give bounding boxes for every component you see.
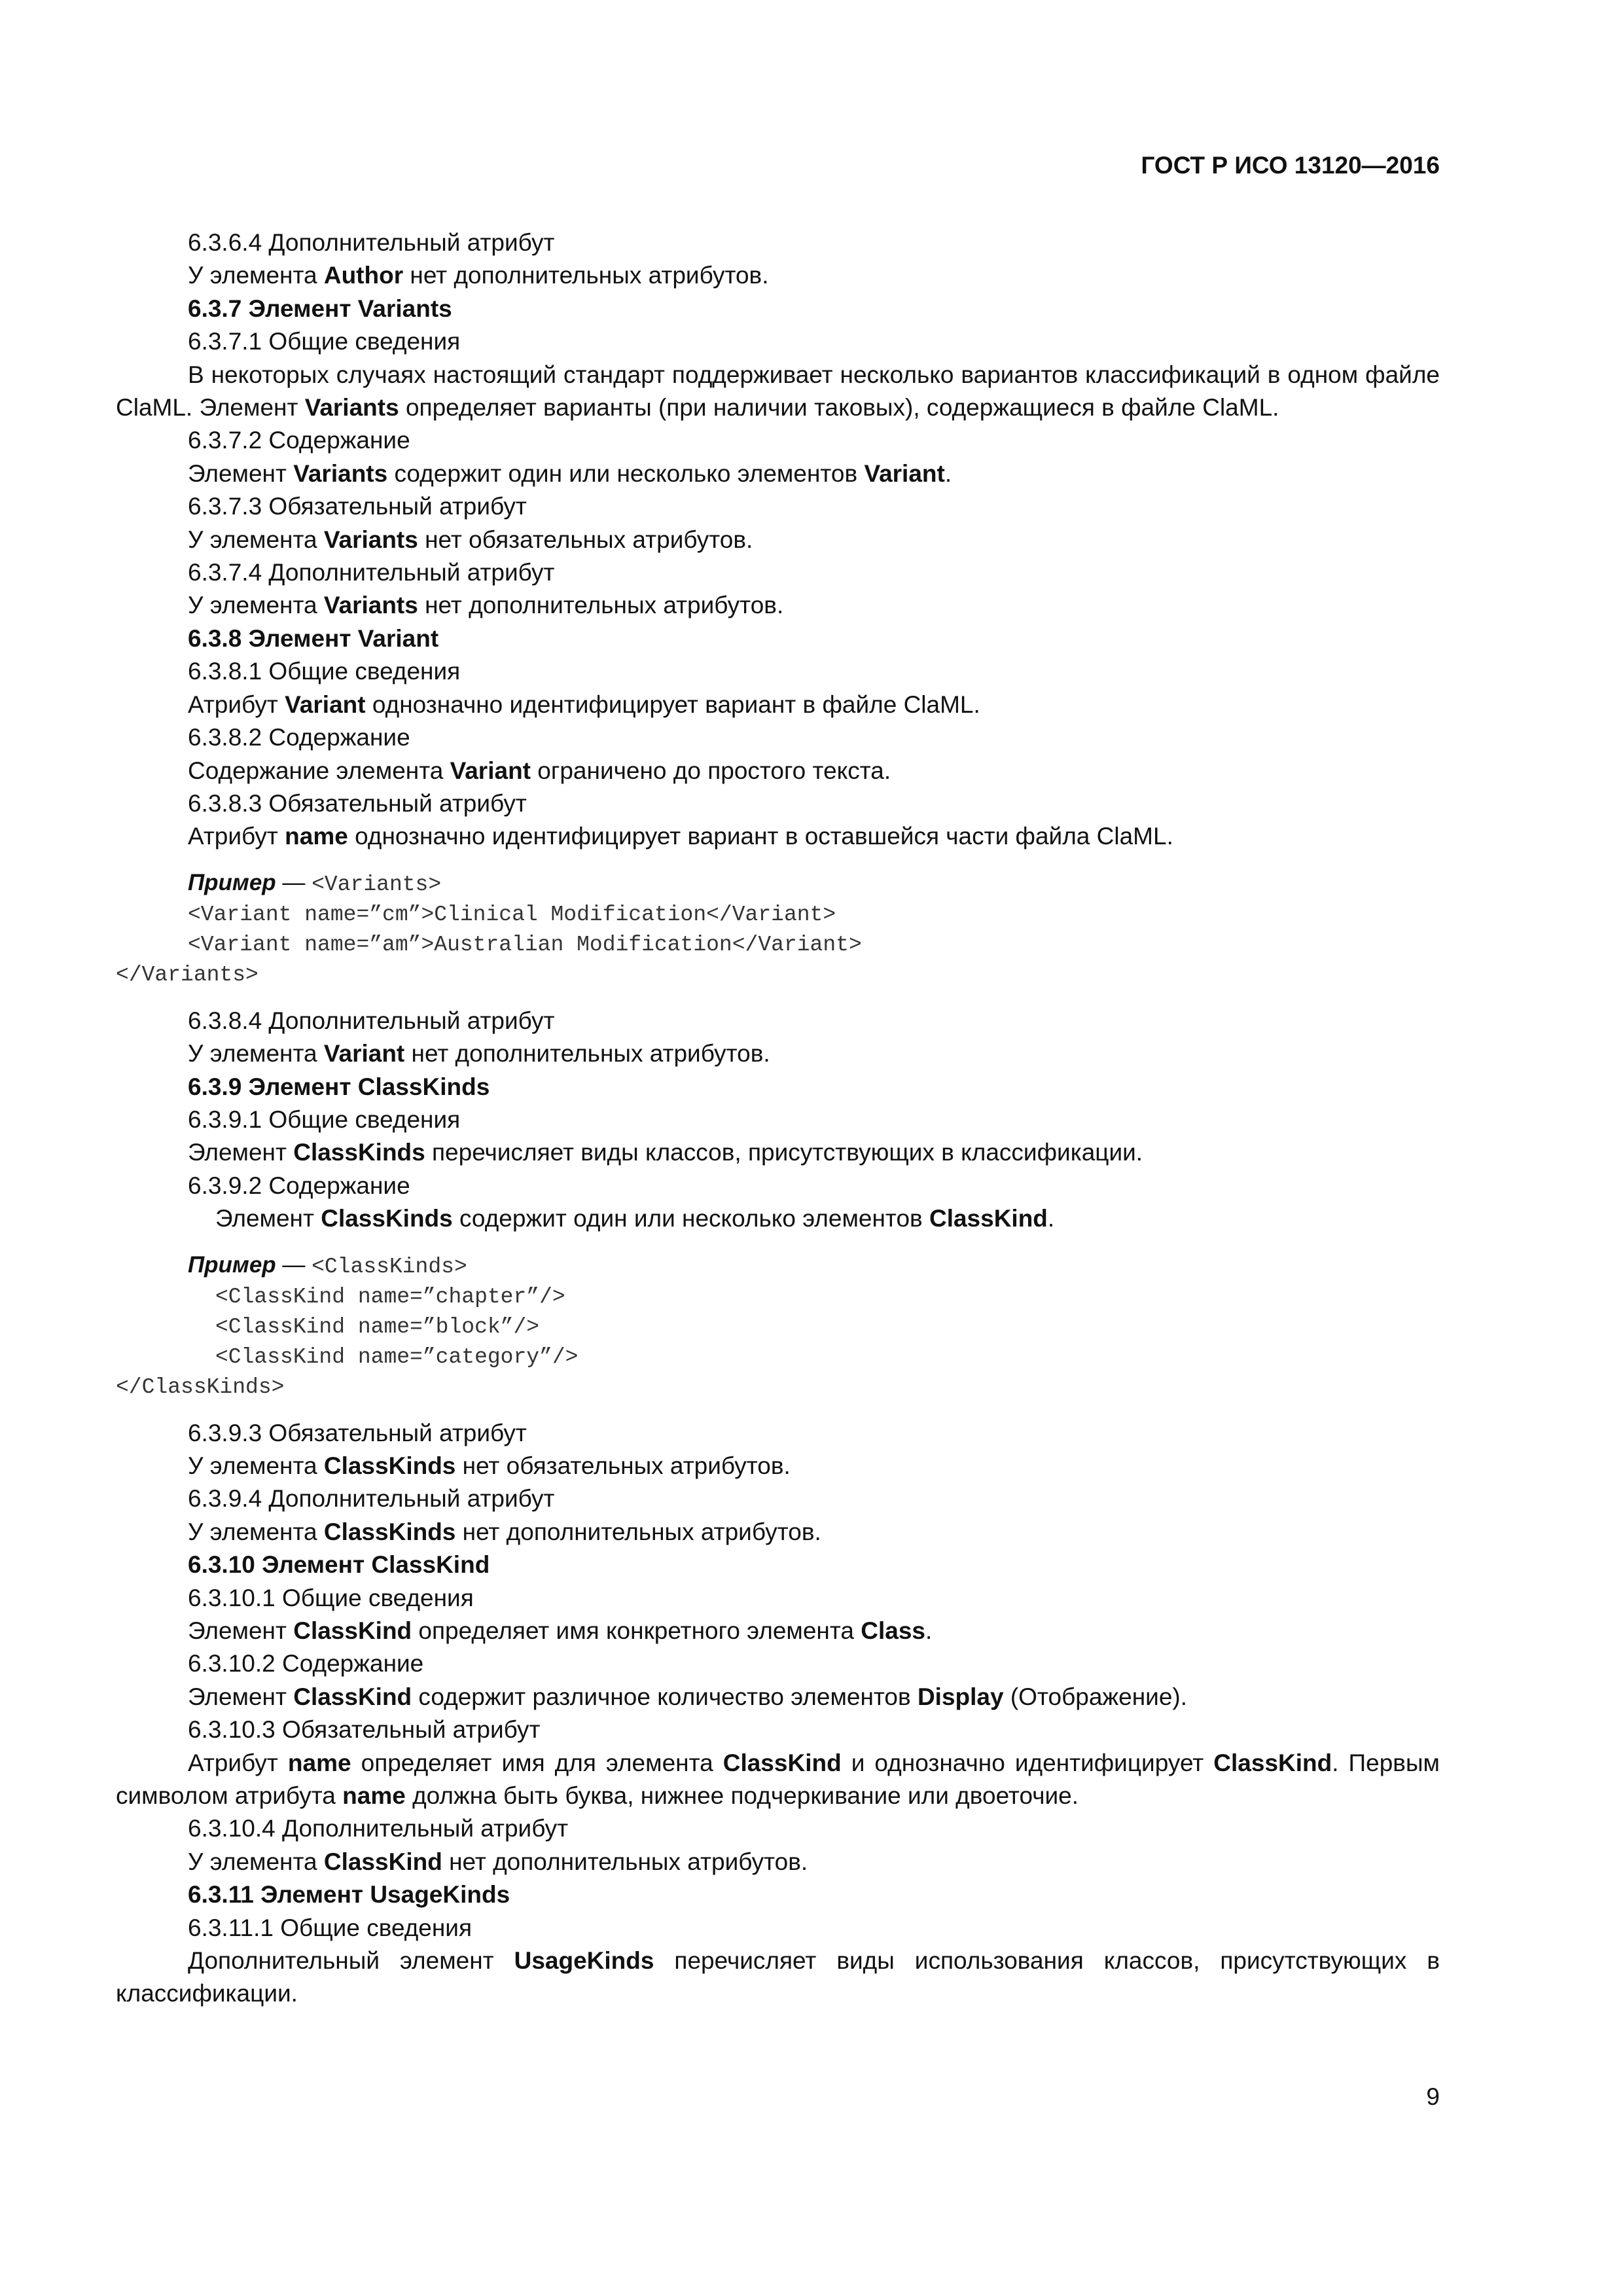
section-heading: 6.3.10 Элемент ClassKind <box>188 1551 490 1579</box>
paragraph: Элемент ClassKind содержит различное количество элементов Display (Отображение). <box>188 1683 1188 1710</box>
paragraph: Атрибут name однозначно идентифицирует вариант в оставшейся части файла ClaML. <box>188 823 1173 850</box>
document-body <box>116 226 1440 2011</box>
paragraph: У элемента Variants нет дополнительных атрибутов. <box>188 592 784 619</box>
clause-heading: 6.3.7.1 Общие сведения <box>188 328 461 355</box>
paragraph: Элемент ClassKinds перечисляет виды классов, присутствующих в классификации. <box>188 1139 1143 1166</box>
document-header: ГОСТ Р ИСО 13120—2016 <box>1141 152 1440 179</box>
clause-heading: 6.3.10.4 Дополнительный атрибут <box>188 1815 569 1842</box>
section-heading: 6.3.9 Элемент ClassKinds <box>188 1073 490 1100</box>
clause-heading: 6.3.7.3 Обязательный атрибут <box>188 493 527 520</box>
clause-heading: 6.3.10.1 Общие сведения <box>188 1584 474 1611</box>
code-example: Пример — <Variants> <Variant name=”cm”>Clinical Modification</Variant> <Variant name=”am”>Australian Modification</Variant> </Variants> <box>116 869 862 987</box>
paragraph: Атрибут name определяет имя для элемента ClassKind и однозначно идентифицирует ClassKind. Первым символом атрибута name должна быть буква, нижнее подчеркивание или двоеточие. <box>116 1749 1440 1810</box>
paragraph: У элемента ClassKind нет дополнительных атрибутов. <box>188 1848 808 1875</box>
clause-heading: 6.3.8.4 Дополнительный атрибут <box>188 1007 555 1034</box>
paragraph: Дополнительный элемент UsageKinds перечисляет виды использования классов, присутствующих в классификации. <box>116 1947 1440 2007</box>
paragraph: У элемента Author нет дополнительных атрибутов. <box>188 262 769 289</box>
paragraph: У элемента ClassKinds нет дополнительных атрибутов. <box>188 1518 821 1545</box>
paragraph: У элемента Variant нет дополнительных атрибутов. <box>188 1040 770 1067</box>
clause-heading: 6.3.10.2 Содержание <box>188 1650 424 1677</box>
clause-heading: 6.3.10.3 Обязательный атрибут <box>188 1716 541 1744</box>
clause-heading: 6.3.9.2 Содержание <box>188 1172 410 1199</box>
paragraph: Элемент ClassKinds содержит один или несколько элементов ClassKind. <box>215 1205 1055 1232</box>
paragraph: Элемент ClassKind определяет имя конкретного элемента Class. <box>188 1617 933 1644</box>
page-number: 9 <box>1426 2083 1440 2110</box>
paragraph: В некоторых случаях настоящий стандарт поддерживает несколько вариантов классификаций в одном файле ClaML. Элемент Variants определяет варианты (при наличии таковых), содержащиеся в файле ClaML. <box>116 361 1440 422</box>
clause-heading: 6.3.8.3 Обязательный атрибут <box>188 789 527 817</box>
clause-heading: 6.3.11.1 Общие сведения <box>188 1914 473 1941</box>
clause-heading: 6.3.8.1 Общие сведения <box>188 658 461 685</box>
clause-heading: 6.3.9.3 Обязательный атрибут <box>188 1419 527 1446</box>
section-heading: 6.3.8 Элемент Variant <box>188 624 439 652</box>
section-heading: 6.3.7 Элемент Variants <box>188 295 452 322</box>
clause-heading: 6.3.9.4 Дополнительный атрибут <box>188 1485 555 1513</box>
paragraph: Элемент Variants содержит один или несколько элементов Variant. <box>188 459 952 487</box>
clause-heading: 6.3.7.4 Дополнительный атрибут <box>188 559 555 586</box>
section-heading: 6.3.11 Элемент UsageKinds <box>188 1881 510 1909</box>
clause-heading: 6.3.7.2 Содержание <box>188 427 410 454</box>
clause-heading: 6.3.8.2 Содержание <box>188 724 410 751</box>
paragraph: Атрибут Variant однозначно идентифицирует вариант в файле ClaML. <box>188 691 980 718</box>
clause-heading: 6.3.9.1 Общие сведения <box>188 1105 461 1133</box>
clause-heading: 6.3.6.4 Дополнительный атрибут <box>188 229 555 256</box>
code-example: Пример — <ClassKinds> <ClassKind name=”chapter”/> <ClassKind name=”block”/> <ClassKind name=”category”/> </ClassKinds> <box>116 1251 579 1399</box>
paragraph: У элемента Variants нет обязательных атрибутов. <box>188 526 753 553</box>
paragraph: У элемента ClassKinds нет обязательных атрибутов. <box>188 1452 791 1479</box>
paragraph: Содержание элемента Variant ограничено до простого текста. <box>188 757 891 784</box>
